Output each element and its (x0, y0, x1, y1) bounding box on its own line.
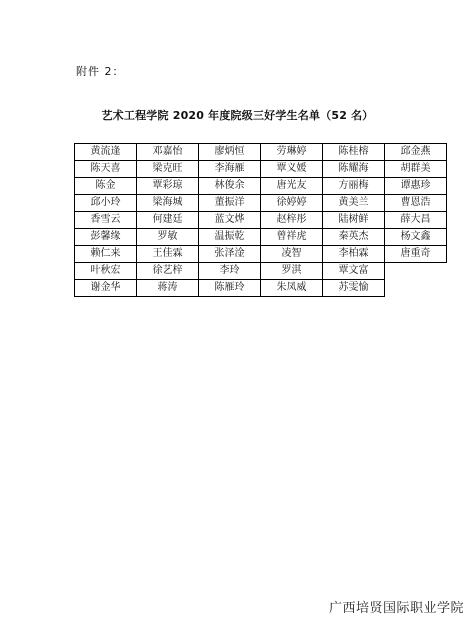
empty-cell (385, 263, 447, 280)
table-row (75, 161, 447, 178)
student-name-cell: 梁克旺 (137, 161, 199, 178)
student-name-cell: 蒋涛 (137, 280, 199, 297)
student-name-cell: 彭馨缘 (75, 229, 137, 246)
table-row (75, 144, 447, 161)
table-row (75, 229, 447, 246)
student-name-cell: 赖仁来 (75, 246, 137, 263)
student-name-cell: 唐光友 (261, 178, 323, 195)
student-name-cell: 邱金燕 (385, 144, 447, 161)
student-name-cell: 曹恩浩 (385, 195, 447, 212)
empty-cell (385, 280, 447, 297)
student-name-cell: 方丽梅 (323, 178, 385, 195)
student-name-cell: 薛大昌 (385, 212, 447, 229)
document-title: 艺术工程学院 2020 年度院级三好学生名单（52 名） (101, 109, 374, 122)
student-name-cell: 徐艺梓 (137, 263, 199, 280)
student-name-cell: 唐重奇 (385, 246, 447, 263)
table-row (75, 280, 447, 297)
school-name-footer: 广西培贤国际职业学院 (328, 601, 464, 616)
student-name-cell: 朱凤威 (261, 280, 323, 297)
student-name-cell: 谭惠珍 (385, 178, 447, 195)
student-name-cell: 陈雁玲 (199, 280, 261, 297)
student-name-cell: 邱小玲 (75, 195, 137, 212)
student-name-cell: 胡群美 (385, 161, 447, 178)
student-name-cell: 陆树鲜 (323, 212, 385, 229)
student-name-cell: 罗淇 (261, 263, 323, 280)
student-name-cell: 覃彩琼 (137, 178, 199, 195)
student-name-cell: 温振乾 (199, 229, 261, 246)
student-table-body (75, 144, 447, 297)
student-name-cell: 林俊余 (199, 178, 261, 195)
student-name-cell: 张泽淦 (199, 246, 261, 263)
student-name-cell: 陈天喜 (75, 161, 137, 178)
student-name-cell: 叶秋宏 (75, 263, 137, 280)
student-name-cell: 谢金华 (75, 280, 137, 297)
student-name-cell: 廖炳恒 (199, 144, 261, 161)
student-name-cell: 李玲 (199, 263, 261, 280)
student-name-cell: 徐婷婷 (261, 195, 323, 212)
student-name-cell: 秦英杰 (323, 229, 385, 246)
student-name-cell: 陈桂榕 (323, 144, 385, 161)
student-name-cell: 陈耀海 (323, 161, 385, 178)
student-name-cell: 何建廷 (137, 212, 199, 229)
student-name-cell: 劳琳婷 (261, 144, 323, 161)
student-name-cell: 覃文富 (323, 263, 385, 280)
student-name-cell: 李柏霖 (323, 246, 385, 263)
student-name-cell: 覃义媛 (261, 161, 323, 178)
student-name-cell: 梁海城 (137, 195, 199, 212)
student-name-cell: 黄美兰 (323, 195, 385, 212)
student-name-cell: 邓嘉怡 (137, 144, 199, 161)
student-name-cell: 李海雁 (199, 161, 261, 178)
student-name-cell: 王佳霖 (137, 246, 199, 263)
student-name-cell: 罗敏 (137, 229, 199, 246)
student-name-table (74, 143, 447, 297)
student-name-cell: 赵梓彤 (261, 212, 323, 229)
student-name-cell: 黄流逢 (75, 144, 137, 161)
table-row (75, 212, 447, 229)
table-row (75, 178, 447, 195)
attachment-label: 附件 2： (76, 65, 125, 78)
student-name-cell: 蓝文烨 (199, 212, 261, 229)
student-name-cell: 凌智 (261, 246, 323, 263)
table-row (75, 195, 447, 212)
table-row (75, 246, 447, 263)
table-row (75, 263, 447, 280)
student-name-cell: 香雪云 (75, 212, 137, 229)
student-name-cell: 苏雯愉 (323, 280, 385, 297)
student-name-cell: 董振洋 (199, 195, 261, 212)
student-name-cell: 陈金 (75, 178, 137, 195)
student-name-cell: 杨文鑫 (385, 229, 447, 246)
student-name-cell: 曾祥虎 (261, 229, 323, 246)
